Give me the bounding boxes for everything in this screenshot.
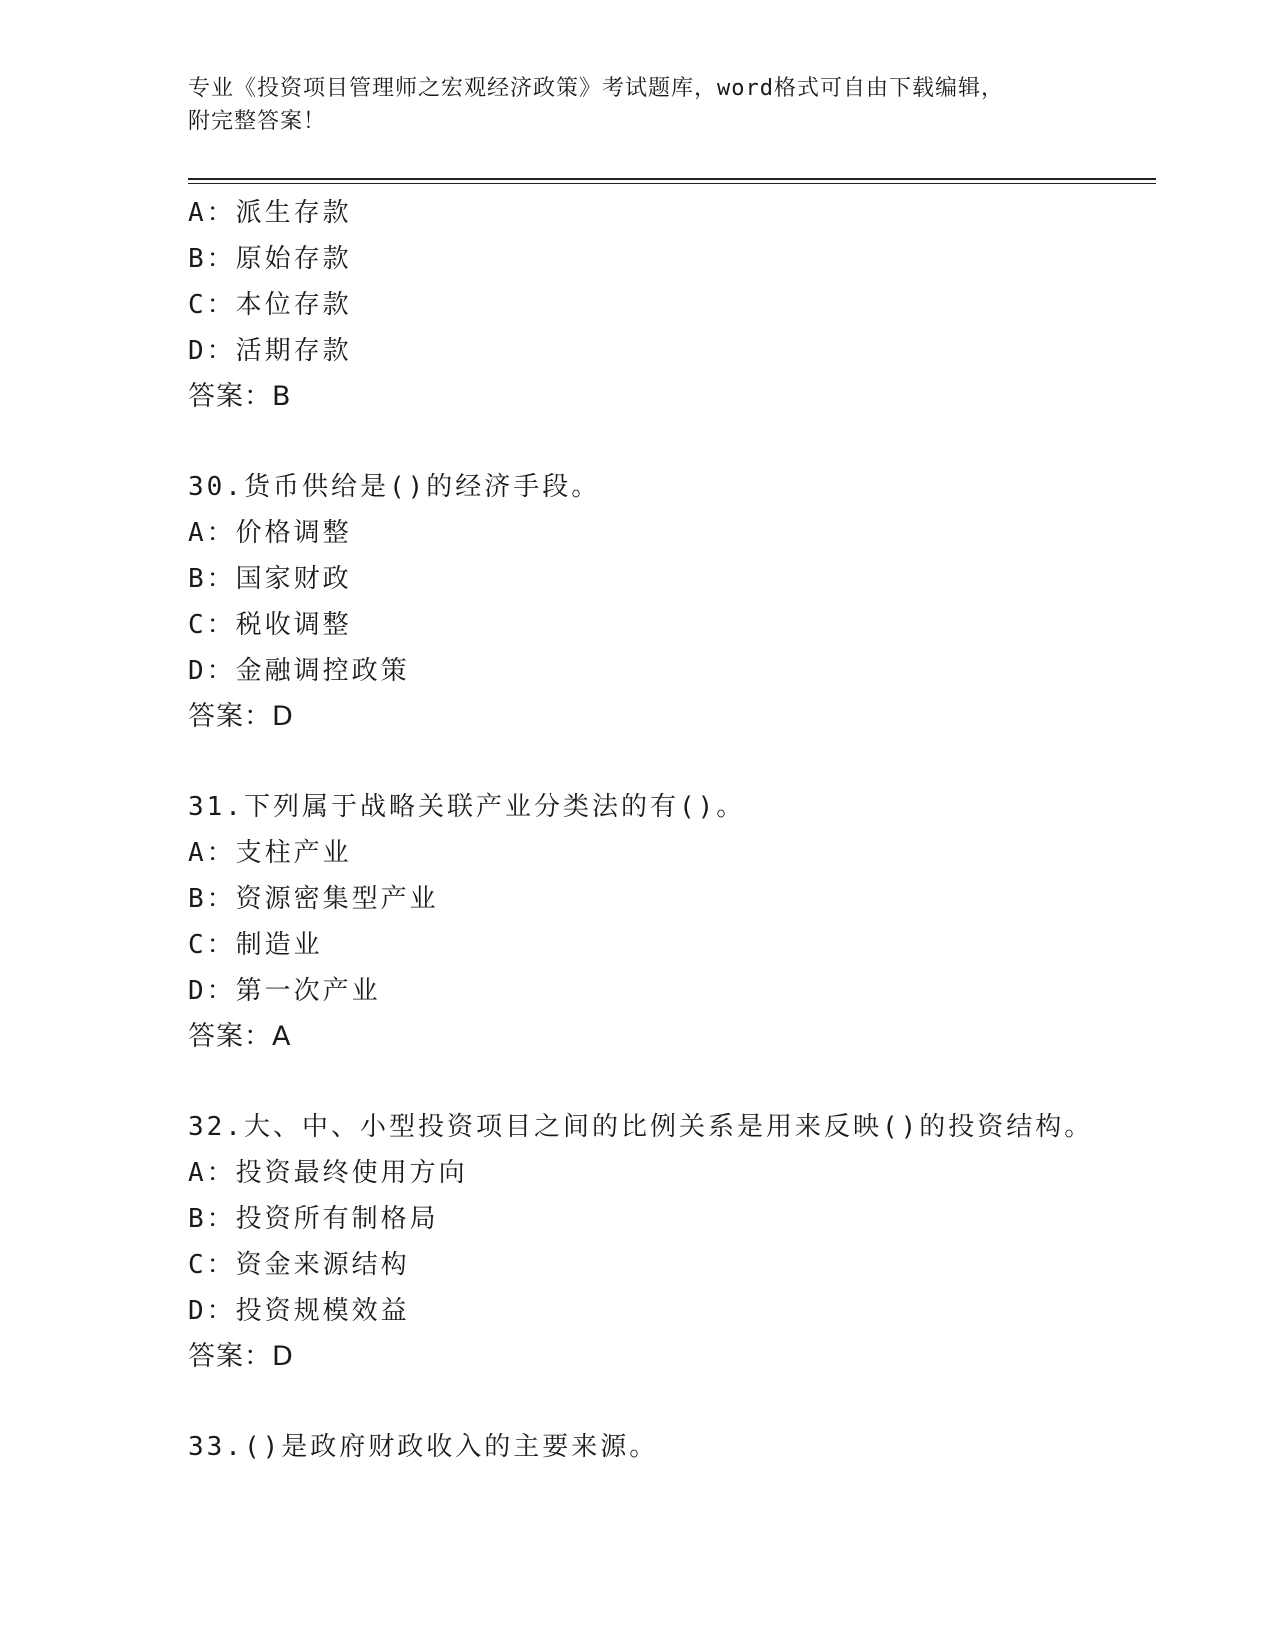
answer-line: 答案：D — [188, 701, 294, 732]
question-32 — [188, 1104, 1148, 1380]
page-header — [188, 72, 1088, 138]
option-d: D：活期存款 — [188, 336, 352, 366]
option-b: B：资源密集型产业 — [188, 884, 439, 914]
answer-line: 答案：A — [188, 1021, 292, 1052]
question-text: 32.大、中、小型投资项目之间的比例关系是用来反映()的投资结构。 — [188, 1112, 1094, 1142]
question-list — [188, 190, 1148, 1470]
option-c: C：税收调整 — [188, 610, 352, 640]
question-31 — [188, 784, 1148, 1060]
option-d: D：金融调控政策 — [188, 656, 410, 686]
option-d: D：第一次产业 — [188, 976, 381, 1006]
option-a: A：价格调整 — [188, 518, 352, 548]
question-29 — [188, 190, 1148, 420]
question-text: 33.()是政府财政收入的主要来源。 — [188, 1432, 659, 1462]
option-c: C：本位存款 — [188, 290, 352, 320]
question-text: 31.下列属于战略关联产业分类法的有()。 — [188, 792, 746, 822]
option-a: A：支柱产业 — [188, 838, 352, 868]
option-a: A：投资最终使用方向 — [188, 1158, 468, 1188]
header-line-1: 专业《投资项目管理师之宏观经济政策》考试题库，word格式可自由下载编辑， — [188, 76, 1004, 101]
question-33 — [188, 1424, 1148, 1470]
header-line-2: 附完整答案！ — [188, 109, 327, 134]
answer-line: 答案：B — [188, 381, 292, 412]
question-30 — [188, 464, 1148, 740]
option-b: B：投资所有制格局 — [188, 1204, 439, 1234]
option-c: C：制造业 — [188, 930, 323, 960]
option-c: C：资金来源结构 — [188, 1250, 410, 1280]
option-d: D：投资规模效益 — [188, 1296, 410, 1326]
option-b: B：原始存款 — [188, 244, 352, 274]
option-a: A：派生存款 — [188, 198, 352, 228]
header-divider — [188, 178, 1156, 184]
question-text: 30.货币供给是()的经济手段。 — [188, 472, 601, 502]
option-b: B：国家财政 — [188, 564, 352, 594]
answer-line: 答案：D — [188, 1341, 294, 1372]
